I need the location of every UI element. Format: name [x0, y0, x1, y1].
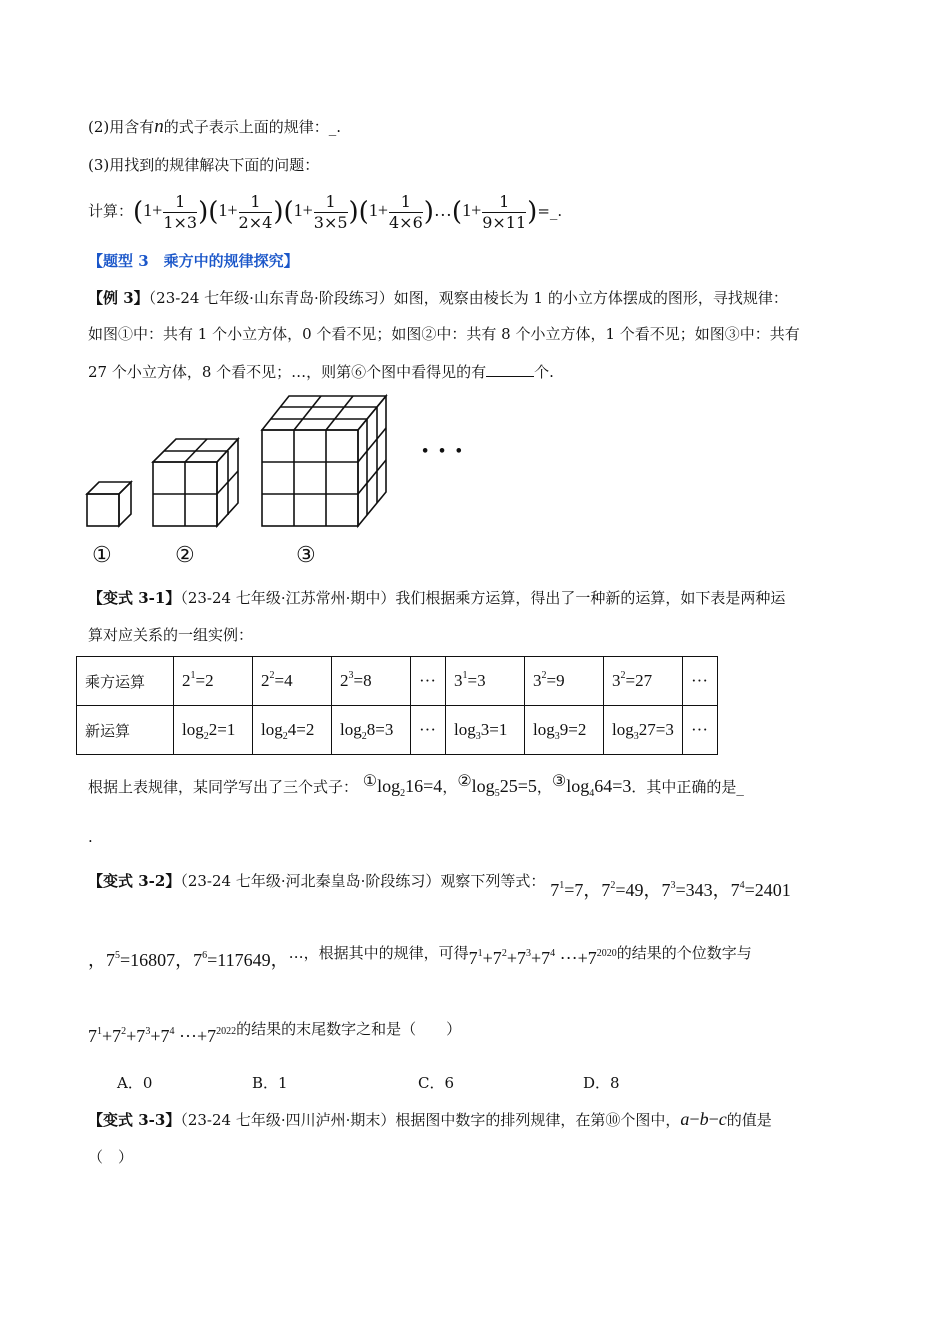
variant-3-3-text1: 根据图中数字的排列规律，在第⑩个图中， — [395, 1111, 681, 1129]
example-3-text3: 27 个小立方体，8 个看不见；…，则第⑥个图中看得见的有 — [88, 363, 487, 381]
example-3-text1: 如图，观察由棱长为 1 的小立方体摆成的图形，寻找规律： — [393, 289, 788, 307]
option-a[interactable]: A．0 — [117, 1074, 153, 1092]
table-row — [77, 657, 718, 706]
option-b[interactable]: B．1 — [252, 1074, 288, 1092]
table-cell: ··· — [683, 706, 718, 755]
variant-3-1-dot: . — [88, 828, 93, 846]
cubes-figure — [80, 390, 480, 575]
q2-variable: n — [154, 116, 164, 137]
figure-label-2: ② — [175, 543, 195, 568]
table-cell: 乘方运算 — [77, 657, 174, 706]
calc-expression: 计算：(1+ $\frac{1}{1\times 3}$ )(1+ $\frac{1}{2\times 4}$ )(1+ $\frac{1}{3\times 5}$ )(1+ $\frac{1}{4\times 6}$ )…(1+ $\frac{1}{9\times 11}$ )=_. — [88, 191, 563, 232]
table-cell: $2^2=4$ — [253, 657, 332, 706]
variant-3-1-line2: 算对应关系的一组实例： — [88, 626, 254, 644]
variant-3-2-line3: $7^1+7^2+7^3+7^4 \cdot\cdot\cdot+7^{2022}$的结果的末尾数字之和是（ ） — [88, 1020, 462, 1046]
variant-3-2-line1: 【变式 3-2】（23-24 七年级·河北秦皇岛·阶段练习）观察下列等式： $7^1=7$，$7^2=49$，$7^3=343$，$7^4=2401$ — [88, 872, 791, 900]
table-cell: $2^1=2$ — [174, 657, 253, 706]
variant-3-2-source: （23-24 七年级·河北秦皇岛·阶段练习） — [180, 872, 441, 890]
table-cell: $3^2=9$ — [525, 657, 604, 706]
table-cell: ··· — [411, 706, 446, 755]
variant-3-1-tag: 【变式 3-1】 — [88, 589, 181, 607]
variant-3-2-line2: ，$7^5=16807$，$7^6=117649$，…，根据其中的规律，可得$7^1+7^2+7^3+7^4 \cdot\cdot\cdot+7^{2020}$的结果的个位数字与 — [88, 944, 752, 970]
variant-3-3-source: （23-24 七年级·四川泸州·期末） — [180, 1111, 396, 1129]
variant-3-3-line1: 【变式 3-3】（23-24 七年级·四川泸州·期末）根据图中数字的排列规律，在第⑩个图中，a−b−c的值是 — [88, 1109, 772, 1129]
variant-3-3-text1-end: 的值是 — [726, 1111, 772, 1129]
fraction-5: $\frac{1}{9\times 11}$ — [482, 191, 527, 232]
figure-label-3: ③ — [296, 543, 316, 568]
variant-3-1-after-end: ．其中正确的是_ — [631, 778, 744, 796]
fraction-2: $\frac{1}{2\times 4}$ — [238, 191, 273, 232]
variant-3-1-text1: 我们根据乘方运算，得出了一种新的运算，如下表是两种运 — [395, 589, 786, 607]
example-3-text3-end: 个. — [534, 363, 554, 381]
answer-blank — [486, 362, 534, 377]
cube-figure-2 — [153, 439, 238, 526]
variant-3-1-after: 根据上表规律，某同学写出了三个式子： — [88, 778, 359, 796]
figure-label-1: ① — [92, 543, 112, 568]
table-cell: 新运算 — [77, 706, 174, 755]
variant-3-2-tag: 【变式 3-2】 — [88, 872, 181, 890]
fraction-4: $\frac{1}{4\times 6}$ — [388, 191, 423, 232]
variant-3-2-text3: 的结果的末尾数字之和是（ ） — [236, 1020, 462, 1038]
example-3-line2: 如图①中：共有 1 个小立方体，0 个看不见；如图②中：共有 8 个小立方体，1 个看不见；如图③中：共有 — [88, 325, 800, 343]
section-title: 【题型 3 乘方中的规律探究】 — [88, 252, 299, 270]
table-cell: $\log_33=1$ — [446, 706, 525, 755]
calc-label: 计算： — [88, 202, 134, 220]
variant-3-2-text1: 观察下列等式： — [440, 872, 546, 890]
variant-3-1-source: （23-24 七年级·江苏常州·期中） — [180, 589, 396, 607]
question-3: (3)用找到的规律解决下面的问题： — [88, 156, 320, 174]
table-cell: $\log_39=2$ — [525, 706, 604, 755]
variant-3-1-line1 — [88, 587, 785, 609]
operation-table — [76, 656, 718, 755]
table-cell: $\log_24=2$ — [253, 706, 332, 755]
example-3-source: （23-24 七年级·山东青岛·阶段练习） — [148, 289, 394, 307]
table-cell: $2^3=8$ — [332, 657, 411, 706]
table-cell: $\log_28=3$ — [332, 706, 411, 755]
table-cell: ··· — [683, 657, 718, 706]
question-2 — [88, 116, 341, 138]
table-cell: $3^1=3$ — [446, 657, 525, 706]
q2-post: 的式子表示上面的规律：_. — [163, 118, 342, 136]
fraction-1: $\frac{1}{1\times 3}$ — [163, 191, 198, 232]
variant-3-1-statements: 根据上表规律，某同学写出了三个式子： $①\log_216=4$，$②\log_525=5$，$③\log_464=3$．其中正确的是_ — [88, 771, 744, 799]
table-cell: ··· — [411, 657, 446, 706]
table-cell: $3^2=27$ — [604, 657, 683, 706]
example-3-tag: 【例 3】 — [88, 289, 149, 307]
variant-3-3-tag: 【变式 3-3】 — [88, 1111, 181, 1129]
fraction-3: $\frac{1}{3\times 5}$ — [313, 191, 348, 232]
variant-3-2-text2: ，根据其中的规律，可得 — [303, 944, 469, 962]
q2-pre: (2)用含有 — [88, 118, 155, 136]
table-cell: $\log_22=1$ — [174, 706, 253, 755]
table-row — [77, 706, 718, 755]
variant-3-2-text2-end: 的结果的个位数字与 — [616, 944, 752, 962]
calc-tail: =_. — [537, 202, 563, 220]
option-c[interactable]: C．6 — [418, 1074, 455, 1092]
cube-figure-3 — [262, 396, 386, 526]
option-d[interactable]: D．8 — [583, 1074, 620, 1092]
example-3-line3 — [88, 361, 554, 383]
table-cell: $\log_327=3$ — [604, 706, 683, 755]
variant-3-3-line2: （ ） — [88, 1148, 134, 1166]
example-3-line1 — [88, 287, 788, 309]
cube-figure-1 — [87, 482, 131, 526]
ellipsis-dots: • • • — [421, 444, 465, 459]
